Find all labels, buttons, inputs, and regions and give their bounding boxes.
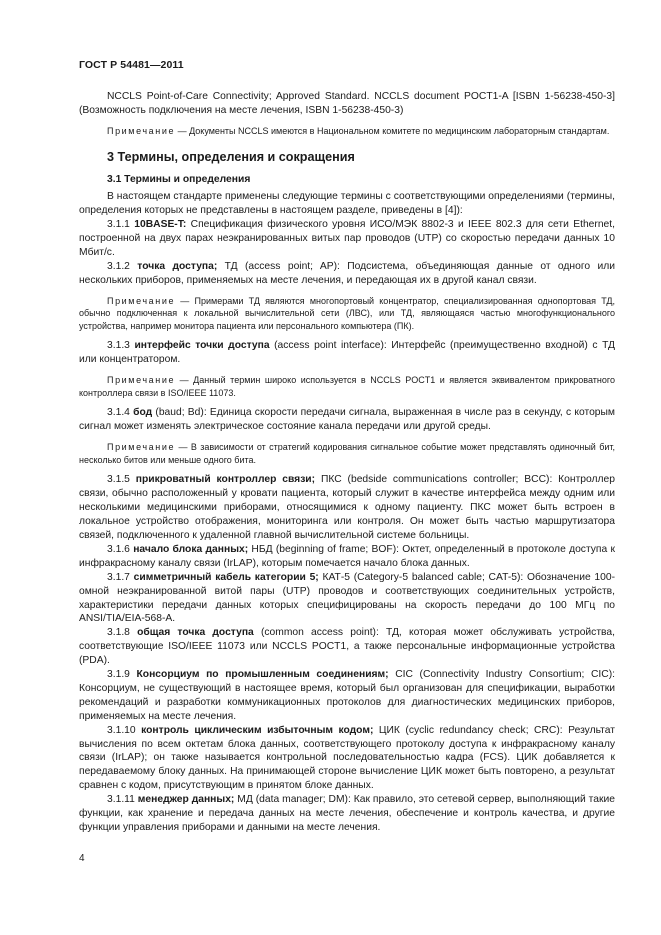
term-3-1-1 bbox=[79, 218, 615, 260]
note-nccls bbox=[79, 125, 615, 138]
term-number: 3.1.5 bbox=[107, 474, 136, 486]
term-name: прикроватный контроллер связи; bbox=[135, 474, 316, 486]
intro-paragraph: В настоящем стандарте применены следующие термины с соответствующими определениями (термины, определения которых не представлены в настоящем разделе, приведены в [4]): bbox=[79, 191, 615, 217]
page-header: ГОСТ Р 54481—2011 bbox=[79, 59, 184, 71]
term-number: 3.1.4 bbox=[107, 407, 134, 419]
section-title: 3 Термины, определения и сокращения bbox=[107, 150, 355, 165]
term-definition: Спецификация физического уровня ИСО/МЭК 8802-3 и IEEE 802.3 для сети Ethernet, построенной на двух парах неэкранированных витых пар проводов (UTP) со скоростью передачи данных 10 Мбит/с. bbox=[79, 219, 616, 258]
reference-nccls: NCCLS Point-of-Care Connectivity; Approved Standard. NCCLS document POCT1-A [ISBN 1-56238-450-3] (Возможность подключения на месте лечения, ISBN 1-56238-450-3) bbox=[79, 91, 615, 116]
term-name: контроль циклическим избыточным кодом; bbox=[141, 724, 374, 736]
term-number: 3.1.9 bbox=[107, 669, 137, 681]
term-name: общая точка доступа bbox=[137, 627, 254, 639]
note-label: Примечание bbox=[107, 375, 176, 386]
term-3-1-8 bbox=[79, 626, 615, 668]
term-3-1-3 bbox=[79, 339, 615, 367]
term-3-1-5 bbox=[79, 473, 615, 543]
term-definition: НБД (beginning of frame; BOF): Октет, определенный в протоколе доступа к инфракрасному каналу связи (IrLAP), которым помечается начало блока данных. bbox=[79, 543, 616, 569]
note-dash: — bbox=[175, 442, 191, 453]
term-number: 3.1.11 bbox=[107, 794, 138, 806]
term-number: 3.1.3 bbox=[107, 340, 135, 352]
term-number: 3.1.1 bbox=[107, 219, 135, 231]
term-definition: (common access point): ТД, которая может обслуживать устройства, соответствующие ISO/IEEE 11073 или NCCLS POCT1, а также персональные информационные устройства (PDA). bbox=[79, 627, 615, 667]
term-name: начало блока данных; bbox=[133, 543, 249, 555]
note-text: Документы NCCLS имеются в Национальном комитете по медицинским лабораторным стандартам. bbox=[189, 125, 610, 136]
term-3-1-11 bbox=[79, 793, 615, 835]
subsection-title: 3.1 Термины и определения bbox=[107, 174, 251, 186]
term-definition: ЦИК (cyclic redundancy check; CRC): Результат вычисления по всем октетам блока данных, соответствующего протоколу доступа к инфракрасному каналу связи (IrLAP); он также называется контрольной последовательностью кадра (FCS). ЦИК добавляется к передаваемому блоку данных. На принимающей стороне вычисление ЦИК может быть повторено, а результат сравнен с кодом, присутствующим в принятом блоке данных. bbox=[79, 724, 615, 792]
term-name: бод bbox=[133, 407, 153, 419]
term-3-1-2 bbox=[79, 260, 615, 288]
term-3-1-10 bbox=[79, 724, 615, 794]
term-name: интерфейс точки доступа bbox=[134, 340, 270, 352]
term-definition: ТД (access point; AP): Подсистема, объединяющая данные от одного или нескольких приборов, применяемых на месте лечения, и передающая их в другой канал связи. bbox=[79, 260, 615, 286]
note-text: Примерами ТД являются многопортовый концентратор, специализированная однопортовая ТД, обычно подключенная к локальной вычислительной сети (ЛВС), или ТД, являющаяся частью многофункционального устройства, например монитора пациента или персонального компьютера (ПК). bbox=[79, 295, 615, 331]
term-definition: ПКС (bedside communications controller; BCC): Контроллер связи, обычно расположенный у кровати пациента, который служит в качестве интерфейса между одним или несколькими медицинскими приборами, относящимися к одному пациенту. ПКС может быть встроен в локальное устройство отображения, мониторинга или контроля. Он может быть частью маршрутизатора связей, подключенного к удаленной главной вычислительной системе больницы. bbox=[79, 474, 616, 541]
note-dash: — bbox=[175, 125, 190, 136]
term-definition: КАТ-5 (Category-5 balanced cable; CAT-5): Обозначение 100-омной неэкранированной витой пары (UTP) проводов и соответствующих соединительных устройств, характеристики передачи данных которых специфицированы на скорость передачи до 100 МГц по ANSI/TIA/EIA-568-A. bbox=[79, 571, 616, 625]
term-3-1-4 bbox=[79, 406, 615, 434]
note-dash: — bbox=[175, 295, 195, 306]
note-text: Данный термин широко используется в NCCLS POCT1 и является эквивалентом прикроватного контроллера связи в ISO/IEEE 11073. bbox=[79, 375, 615, 398]
document-body bbox=[79, 90, 615, 835]
term-name: точка доступа; bbox=[137, 260, 218, 272]
term-3-1-9 bbox=[79, 668, 615, 724]
term-definition: (access point interface): Интерфейс (преимущественно входной) с ТД или концентратором. bbox=[79, 340, 615, 366]
term-number: 3.1.10 bbox=[107, 724, 142, 736]
note-label: Примечание bbox=[107, 295, 176, 306]
term-definition: МД (data manager; DM): Как правило, это сетевой сервер, выполняющий такие функции, как хранение и передача данных на месте лечения, обеспечение и контроль качества, и другие функции управления приборами и данными на месте лечения. bbox=[79, 794, 615, 833]
note-3-1-2 bbox=[79, 295, 615, 333]
term-3-1-6 bbox=[79, 543, 615, 571]
term-3-1-7 bbox=[79, 571, 615, 627]
note-text: В зависимости от стратегий кодирования сигнальное событие может представлять одиночный бит, несколько битов или меньше одного бита. bbox=[79, 442, 615, 465]
note-label: Примечание bbox=[107, 442, 176, 453]
term-definition: (baud; Bd): Единица скорости передачи сигнала, выраженная в числе раз в секунду, с которым сигнал может изменять электрическое состояние канала передачи или другой среды. bbox=[79, 407, 615, 433]
term-number: 3.1.7 bbox=[107, 571, 134, 583]
note-3-1-3 bbox=[79, 374, 615, 399]
term-name: Консорциум по промышленным соединениям; bbox=[136, 669, 389, 681]
term-definition: CIC (Connectivity Industry Consortium; CIC): Консорциум, не существующий в настоящее время, который был организован для спецификации, выработки рекомендаций и разработки коммуникационных протоколов для диагностических медицинских приборов, применяемых на месте лечения. bbox=[79, 669, 615, 722]
note-dash: — bbox=[175, 375, 194, 386]
page-number: 4 bbox=[79, 853, 85, 864]
term-name: менеджер данных; bbox=[137, 794, 235, 806]
note-3-1-4 bbox=[79, 441, 615, 466]
note-label: Примечание bbox=[107, 125, 176, 136]
term-name: 10BASE-T: bbox=[134, 219, 187, 231]
term-number: 3.1.2 bbox=[107, 260, 138, 272]
term-number: 3.1.8 bbox=[107, 627, 138, 639]
term-name: симметричный кабель категории 5; bbox=[133, 571, 319, 583]
term-number: 3.1.6 bbox=[107, 543, 134, 555]
